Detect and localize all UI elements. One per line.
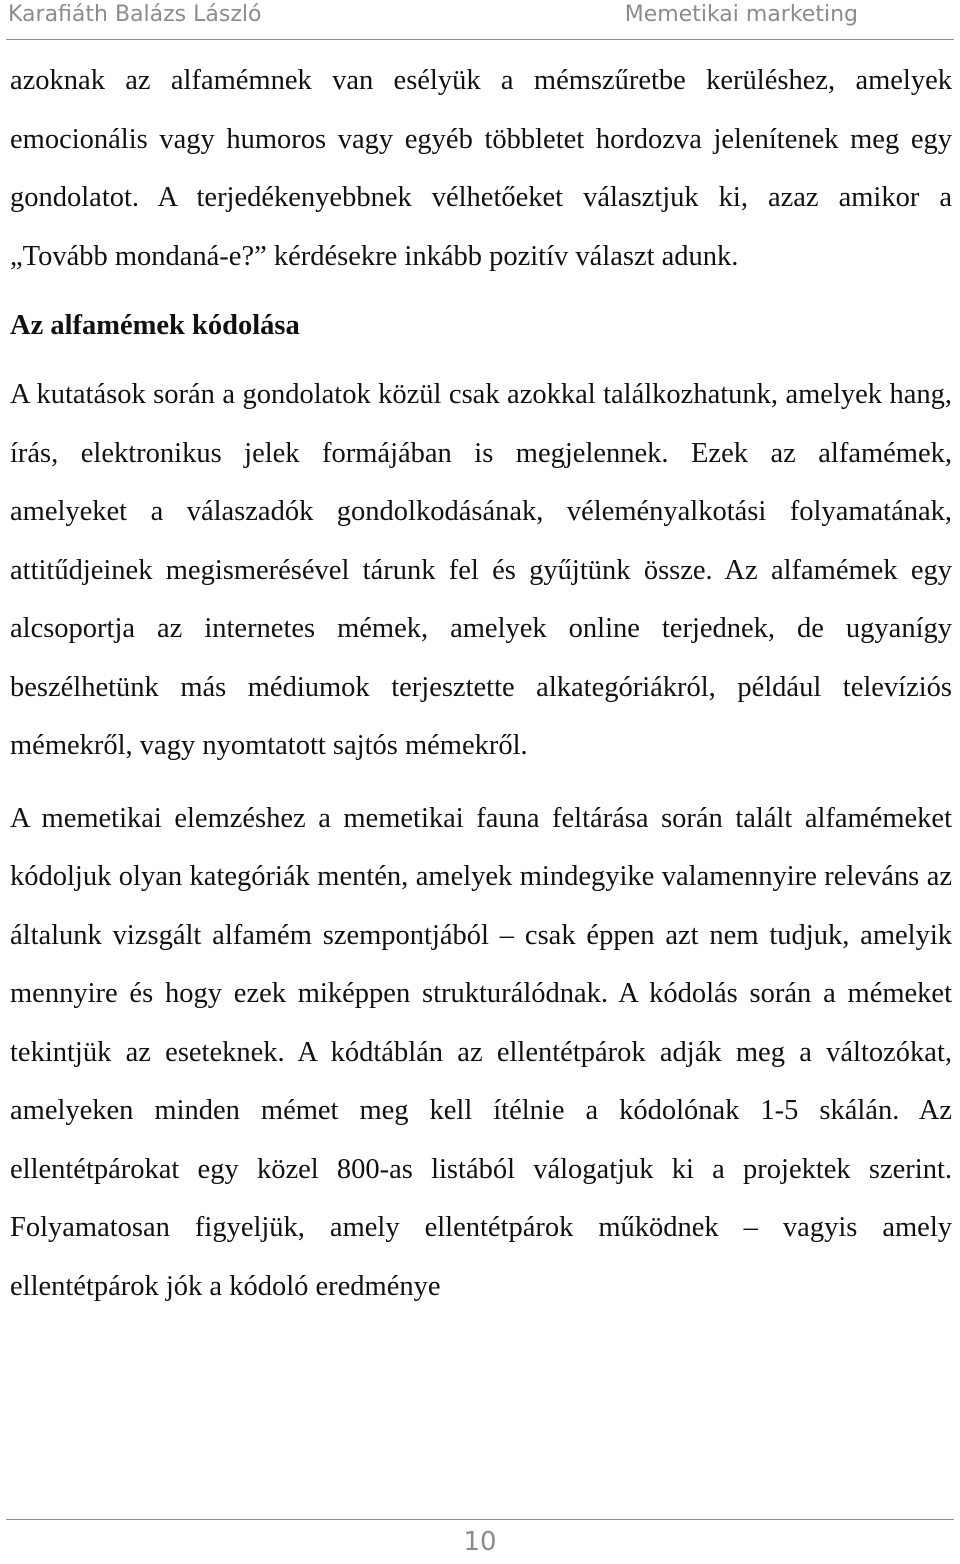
- body-paragraph-1: azoknak az alfamémnek van esélyük a mémszűretbe kerüléshez, amelyek emocionális vagy humoros vagy egyéb többletet hordozva jelenítenek meg egy gondolatot. A terjedékenyebbnek vélhetőeket választjuk ki, azaz amikor a „Tovább mondaná-e?” kérdésekre inkább pozitív választ adunk.: [10, 65, 952, 272]
- header-title: Memetikai marketing: [624, 2, 858, 27]
- page-header: [0, 0, 960, 40]
- header-divider: [6, 39, 954, 40]
- section-heading: Az alfamémek kódolása: [10, 310, 300, 341]
- page-body: [10, 52, 952, 1316]
- body-paragraph-2: A kutatások során a gondolatok közül csak azokkal találkozhatunk, amelyek hang, írás, elektronikus jelek formájában is megjelennek. Ezek az alfamémek, amelyeket a válaszadók gondolkodásának, véleményalkotási folyamatának, attitűdjeinek megismerésével tárunk fel és gyűjtünk össze. Az alfamémek egy alcsoportja az internetes mémek, amelyek online terjednek, de ugyanígy beszélhetünk más médiumok terjesztette alkategóriákról, például televíziós mémekről, vagy nyomtatott sajtós mémekről.: [10, 379, 952, 761]
- header-author: Karafiáth Balázs László: [8, 2, 262, 27]
- page-number: 10: [463, 1527, 497, 1557]
- body-paragraph-3: A memetikai elemzéshez a memetikai fauna feltárása során talált alfamémeket kódoljuk olyan kategóriák mentén, amelyek mindegyike valamennyire releváns az általunk vizsgált alfamém szempontjából – csak éppen azt nem tudjuk, amelyik mennyire és hogy ezek miképpen strukturálódnak. A kódolás során a mémeket tekintjük az eseteknek. A kódtáblán az ellentétpárok adják meg a változókat, amelyeken minden mémet meg kell ítélnie a kódolónak 1-5 skálán. Az ellentétpárokat egy közel 800-as listából válogatjuk ki a projektek szerint. Folyamatosan figyeljük, amely ellentétpárok működnek – vagyis amely ellentétpárok jók a kódoló eredménye: [10, 802, 952, 1302]
- footer-divider: [6, 1519, 954, 1520]
